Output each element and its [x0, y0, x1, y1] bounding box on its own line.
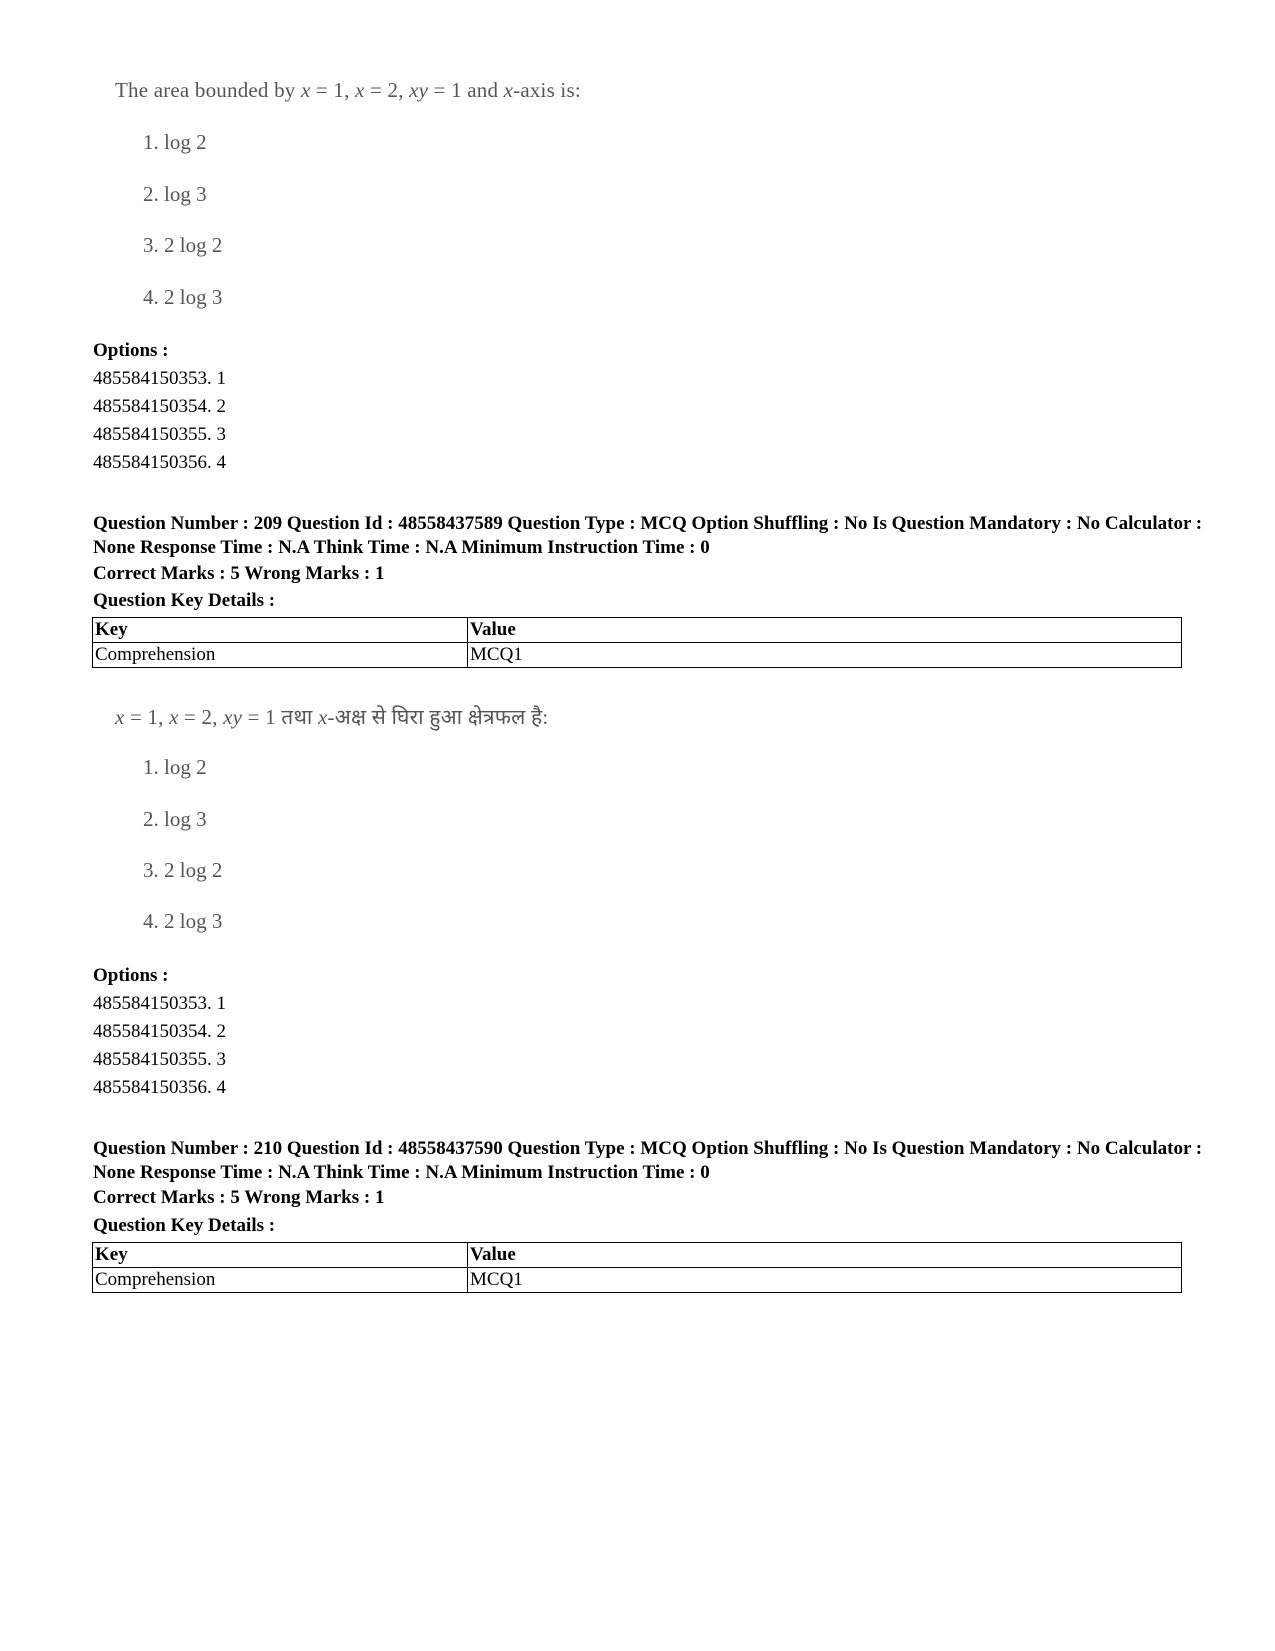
key-details-label-209: Question Key Details : [93, 590, 276, 611]
option-id-item: 485584150355. 3 [93, 424, 226, 445]
stem-part: x [169, 705, 179, 729]
image-option-4: 4. 2 log 3 [143, 285, 223, 309]
option-id-item: 485584150354. 2 [93, 396, 226, 417]
table-header-row [93, 618, 1182, 643]
stem-part: x [503, 78, 514, 102]
stem-part: = 1, [124, 705, 170, 729]
option-id-item: 485584150353. 1 [93, 368, 226, 389]
stem-part: = 1 and [428, 78, 504, 102]
key-table-210 [92, 1242, 1182, 1293]
question-image-english [115, 78, 715, 318]
table-header-row [93, 1243, 1182, 1268]
table-cell-key: Comprehension [93, 1268, 468, 1293]
question-image-hindi [115, 703, 735, 943]
image-option-2: 2. log 3 [143, 807, 207, 831]
table-header-key: Key [93, 618, 468, 643]
options-label: Options : [93, 965, 169, 986]
table-header-value: Value [468, 1243, 1182, 1268]
marks-209: Correct Marks : 5 Wrong Marks : 1 [93, 563, 385, 584]
option-id-item: 485584150355. 3 [93, 1049, 226, 1070]
stem-part: x [115, 705, 125, 729]
table-header-value: Value [468, 618, 1182, 643]
marks-210: Correct Marks : 5 Wrong Marks : 1 [93, 1187, 385, 1208]
stem-part: = 1 तथा [242, 705, 318, 729]
stem-part: x [300, 78, 311, 102]
table-header-key: Key [93, 1243, 468, 1268]
question-stem-hindi [115, 703, 735, 731]
key-details-label-210: Question Key Details : [93, 1215, 276, 1236]
table-cell-value: MCQ1 [468, 643, 1182, 668]
question-header-209: Question Number : 209 Question Id : 48558437589 Question Type : MCQ Option Shuffling : No Is Question Mandatory : No Calculator : None Response Time : N.A Think Time : N.A Minimum Instruction Time : 0 [93, 513, 1203, 558]
stem-part: -axis is: [513, 78, 581, 102]
table-cell-key: Comprehension [93, 643, 468, 668]
stem-part: x [317, 705, 328, 729]
table-row [93, 643, 1182, 668]
option-id-list [93, 990, 226, 1102]
image-option-4: 4. 2 log 3 [143, 909, 223, 933]
image-option-1: 1. log 2 [143, 755, 207, 779]
stem-part: = 2, [364, 78, 410, 102]
option-id-item: 485584150354. 2 [93, 1021, 226, 1042]
stem-part: xy [223, 705, 243, 729]
question-stem-english [115, 78, 715, 103]
option-id-item: 485584150356. 4 [93, 452, 226, 473]
image-option-3: 3. 2 log 2 [143, 858, 223, 882]
question-header-210: Question Number : 210 Question Id : 48558437590 Question Type : MCQ Option Shuffling : No Is Question Mandatory : No Calculator : None Response Time : N.A Think Time : N.A Minimum Instruction Time : 0 [93, 1138, 1203, 1183]
table-cell-value: MCQ1 [468, 1268, 1182, 1293]
stem-part: -अक्ष से घिरा हुआ क्षेत्रफल है: [327, 705, 549, 729]
stem-part: = 1, [310, 78, 356, 102]
option-id-item: 485584150356. 4 [93, 1077, 226, 1098]
key-table-209 [92, 617, 1182, 668]
stem-part: = 2, [178, 705, 224, 729]
stem-part: x [355, 78, 365, 102]
option-id-item: 485584150353. 1 [93, 993, 226, 1014]
stem-part: The area bounded by [115, 78, 301, 102]
table-row [93, 1268, 1182, 1293]
image-option-1: 1. log 2 [143, 130, 207, 154]
option-id-list [93, 365, 226, 477]
stem-part: xy [409, 78, 429, 102]
image-option-3: 3. 2 log 2 [143, 233, 223, 257]
options-label: Options : [93, 340, 169, 361]
image-option-2: 2. log 3 [143, 182, 207, 206]
